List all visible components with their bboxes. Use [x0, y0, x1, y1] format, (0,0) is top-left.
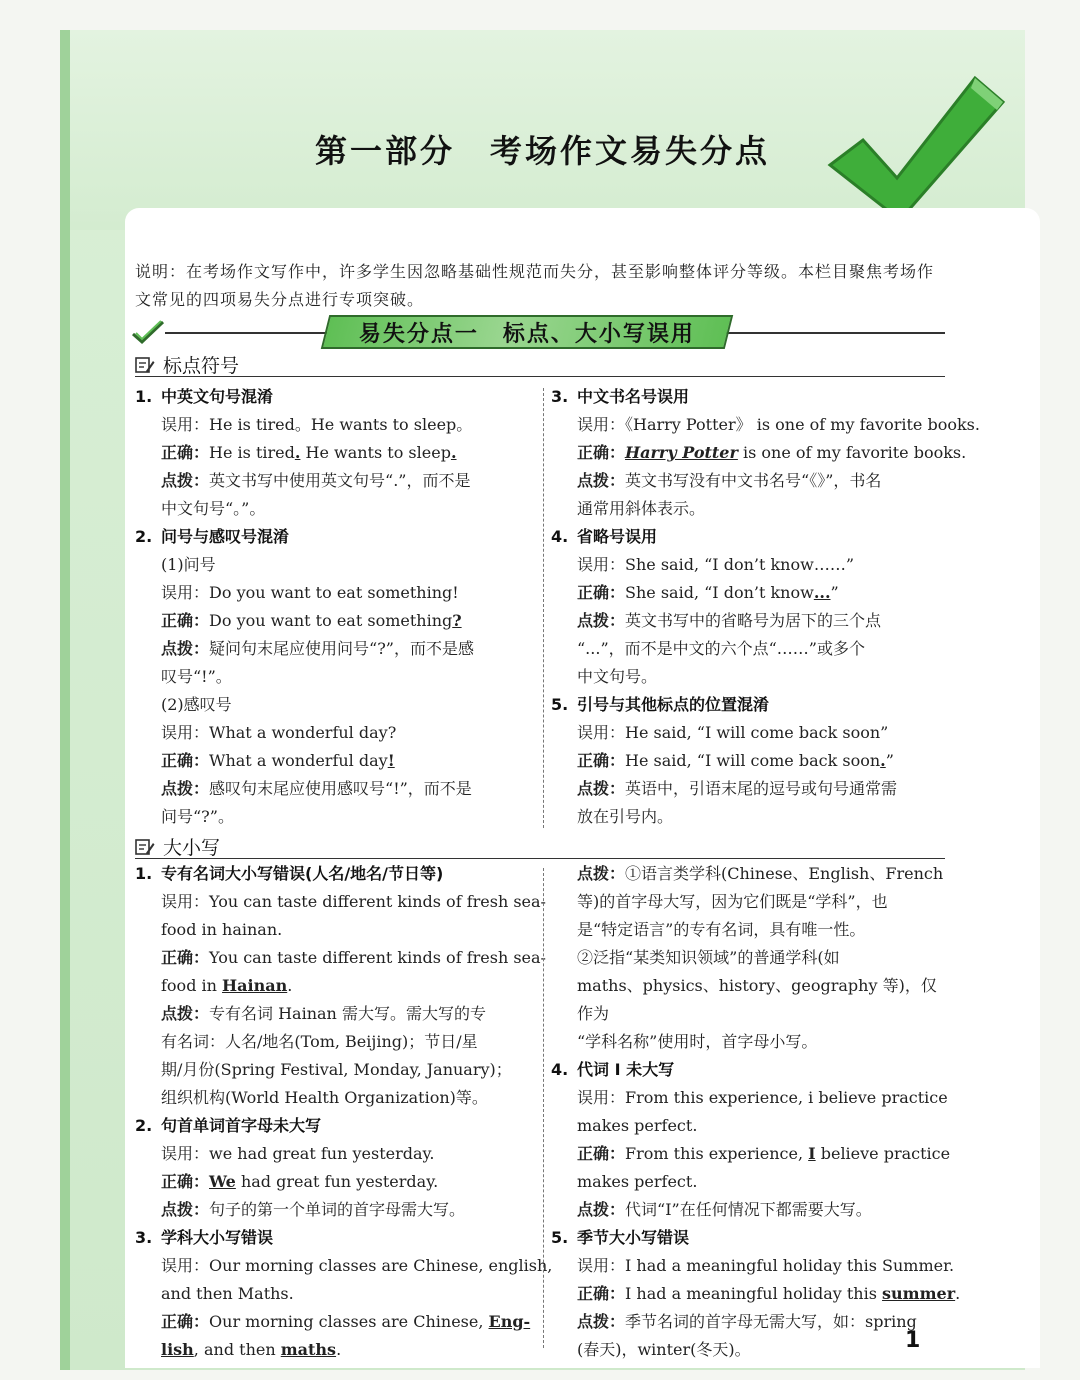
- sub-heading-label: 大小写: [163, 837, 221, 859]
- wrong-line: 误用：He is tired。He wants to sleep。: [161, 415, 473, 434]
- wrong-line: 误用：What a wonderful day?: [161, 723, 397, 742]
- item-title: 1. 专有名词大小写错误(人名/地名/节日等): [135, 864, 444, 883]
- wrong-cont: makes perfect.: [577, 1116, 698, 1135]
- item-title: 4. 省略号误用: [551, 527, 658, 546]
- correct-line: 正确：What a wonderful day!: [161, 751, 395, 770]
- wrong-line: 误用：He said, “I will come back soon”: [577, 723, 889, 742]
- column-divider: [543, 388, 544, 828]
- wrong-line: 误用：I had a meaningful holiday this Summer.: [577, 1256, 955, 1275]
- wrong-line: 误用：we had great fun yesterday.: [161, 1144, 435, 1163]
- tip-cont: (春天)，winter(冬天)。: [577, 1340, 751, 1359]
- tip-line: 点拨：专有名词 Hainan 需大写。需大写的专: [161, 1004, 486, 1023]
- tip-cont: “...”，而不是中文的六个点“……”或多个: [577, 639, 865, 658]
- tip-cont: 中文句号“。”。: [161, 499, 266, 518]
- item-title: 5. 引号与其他标点的位置混淆: [551, 695, 770, 714]
- correct-cont: lish, and then maths.: [161, 1340, 342, 1359]
- wrong-line: 误用：《Harry Potter》 is one of my favorite books.: [577, 415, 980, 434]
- tip-line: 点拨：感叹句末尾应使用感叹号“!”，而不是: [161, 779, 472, 798]
- item-title: 2. 句首单词首字母未大写: [135, 1116, 322, 1135]
- tip-cont: 中文句号。: [577, 667, 658, 686]
- correct-line: 正确：Do you want to eat something?: [161, 611, 462, 630]
- punct-left-column: [135, 383, 535, 831]
- tip-line: 点拨：①语言类学科(Chinese、English、French: [577, 864, 944, 883]
- wrong-line: 误用：You can taste different kinds of fresh sea-: [161, 892, 546, 911]
- tip-line: 点拨：英文书写中使用英文句号“.”，而不是: [161, 471, 471, 490]
- page-title: 第一部分 考场作文易失分点: [315, 132, 771, 170]
- tip-cont: maths、physics、history、geography 等)，仅作为: [577, 976, 937, 1023]
- correct-cont: food in Hainan.: [161, 976, 293, 995]
- section-banner: [321, 315, 733, 349]
- wrong-cont: and then Maths.: [161, 1284, 294, 1303]
- wrong-line: 误用：She said, “I don’t know……”: [577, 555, 854, 574]
- check-icon: [825, 70, 1005, 225]
- page-number: 1: [905, 1328, 921, 1353]
- tip-cont: 组织机构(World Health Organization)等。: [161, 1088, 488, 1107]
- pen-icon: [135, 838, 155, 856]
- item-title: 3. 中文书名号误用: [551, 387, 690, 406]
- item-title: 5. 季节大小写错误: [551, 1228, 690, 1247]
- tip-cont: 期/月份(Spring Festival, Monday, January)；: [161, 1060, 512, 1079]
- tip-line: 点拨：英语中，引语末尾的逗号或句号通常需: [577, 779, 898, 798]
- punct-right-column: [551, 383, 980, 831]
- sub-heading-punctuation: [135, 351, 945, 377]
- wrong-cont: food in hainan.: [161, 920, 283, 939]
- tip-cont: 问号“?”。: [161, 807, 234, 826]
- tip-cont: 等)的首字母大写，因为它们既是“学科”，也: [577, 892, 888, 911]
- section-heading: [125, 313, 945, 353]
- tip-line: 点拨：英文书写中的省略号为居下的三个点: [577, 611, 882, 630]
- tip-cont: 有名词：人名/地名(Tom, Beijing)；节日/星: [161, 1032, 478, 1051]
- caps-left-column: [135, 860, 553, 1364]
- tip-line: 点拨：疑问句末尾应使用问号“?”，而不是感: [161, 639, 474, 658]
- tip-line: 点拨：季节名词的首字母无需大写，如：spring: [577, 1312, 917, 1331]
- item-title: 2. 问号与感叹号混淆: [135, 527, 290, 546]
- caps-right-column: [551, 860, 961, 1364]
- sub-label: (1)问号: [161, 555, 216, 574]
- correct-line: 正确：She said, “I don’t know...”: [577, 583, 839, 602]
- wrong-line: 误用：Our morning classes are Chinese, english,: [161, 1256, 553, 1275]
- item-title: 4. 代词 I 未大写: [551, 1060, 675, 1079]
- wrong-line: 误用：Do you want to eat something!: [161, 583, 459, 602]
- column-divider: [543, 868, 544, 1348]
- tip-line: 点拨：句子的第一个单词的首字母需大写。: [161, 1200, 466, 1219]
- tip-cont: “学科名称”使用时，首字母小写。: [577, 1032, 818, 1051]
- intro-text: 说明：在考场作文写作中，许多学生因忽略基础性规范而失分，甚至影响整体评分等级。本栏目聚焦考场作文常见的四项易失分点进行专项突破。: [135, 262, 935, 309]
- page: [60, 30, 1025, 1370]
- tip-cont: 是“特定语言”的专有名词，具有唯一性。: [577, 920, 866, 939]
- wrong-line: 误用：From this experience, i believe practice: [577, 1088, 948, 1107]
- check-icon: [131, 319, 165, 345]
- correct-line: 正确：You can taste different kinds of fresh sea-: [161, 948, 546, 967]
- sub-heading-capitalization: [135, 833, 945, 859]
- content-card: [125, 208, 1040, 1368]
- correct-line: 正确：We had great fun yesterday.: [161, 1172, 439, 1191]
- sub-heading-label: 标点符号: [163, 355, 240, 377]
- correct-line: 正确：From this experience, I believe practice: [577, 1144, 951, 1163]
- pen-icon: [135, 356, 155, 374]
- section-title: 易失分点一 标点、大小写误用: [359, 321, 696, 347]
- tip-line: 点拨：英文书写没有中文书名号“《》”，书名: [577, 471, 882, 490]
- sub-label: (2)感叹号: [161, 695, 232, 714]
- tip-cont: 通常用斜体表示。: [577, 499, 706, 518]
- tip-cont: ②泛指“某类知识领域”的普通学科(如: [577, 948, 840, 967]
- correct-line: 正确：He is tired. He wants to sleep.: [161, 443, 457, 462]
- item-title: 3. 学科大小写错误: [135, 1228, 274, 1247]
- correct-line: 正确：Our morning classes are Chinese, Eng-: [161, 1312, 531, 1331]
- tip-line: 点拨：代词“I”在任何情况下都需要大写。: [577, 1200, 872, 1219]
- correct-line: 正确：I had a meaningful holiday this summer.: [577, 1284, 961, 1303]
- correct-line: 正确：He said, “I will come back soon.”: [577, 751, 894, 770]
- tip-cont: 放在引号内。: [577, 807, 674, 826]
- tip-cont: 叹号“!”。: [161, 667, 232, 686]
- correct-line: 正确：Harry Potter is one of my favorite books.: [577, 443, 967, 462]
- item-title: 1. 中英文句号混淆: [135, 387, 274, 406]
- correct-cont: makes perfect.: [577, 1172, 698, 1191]
